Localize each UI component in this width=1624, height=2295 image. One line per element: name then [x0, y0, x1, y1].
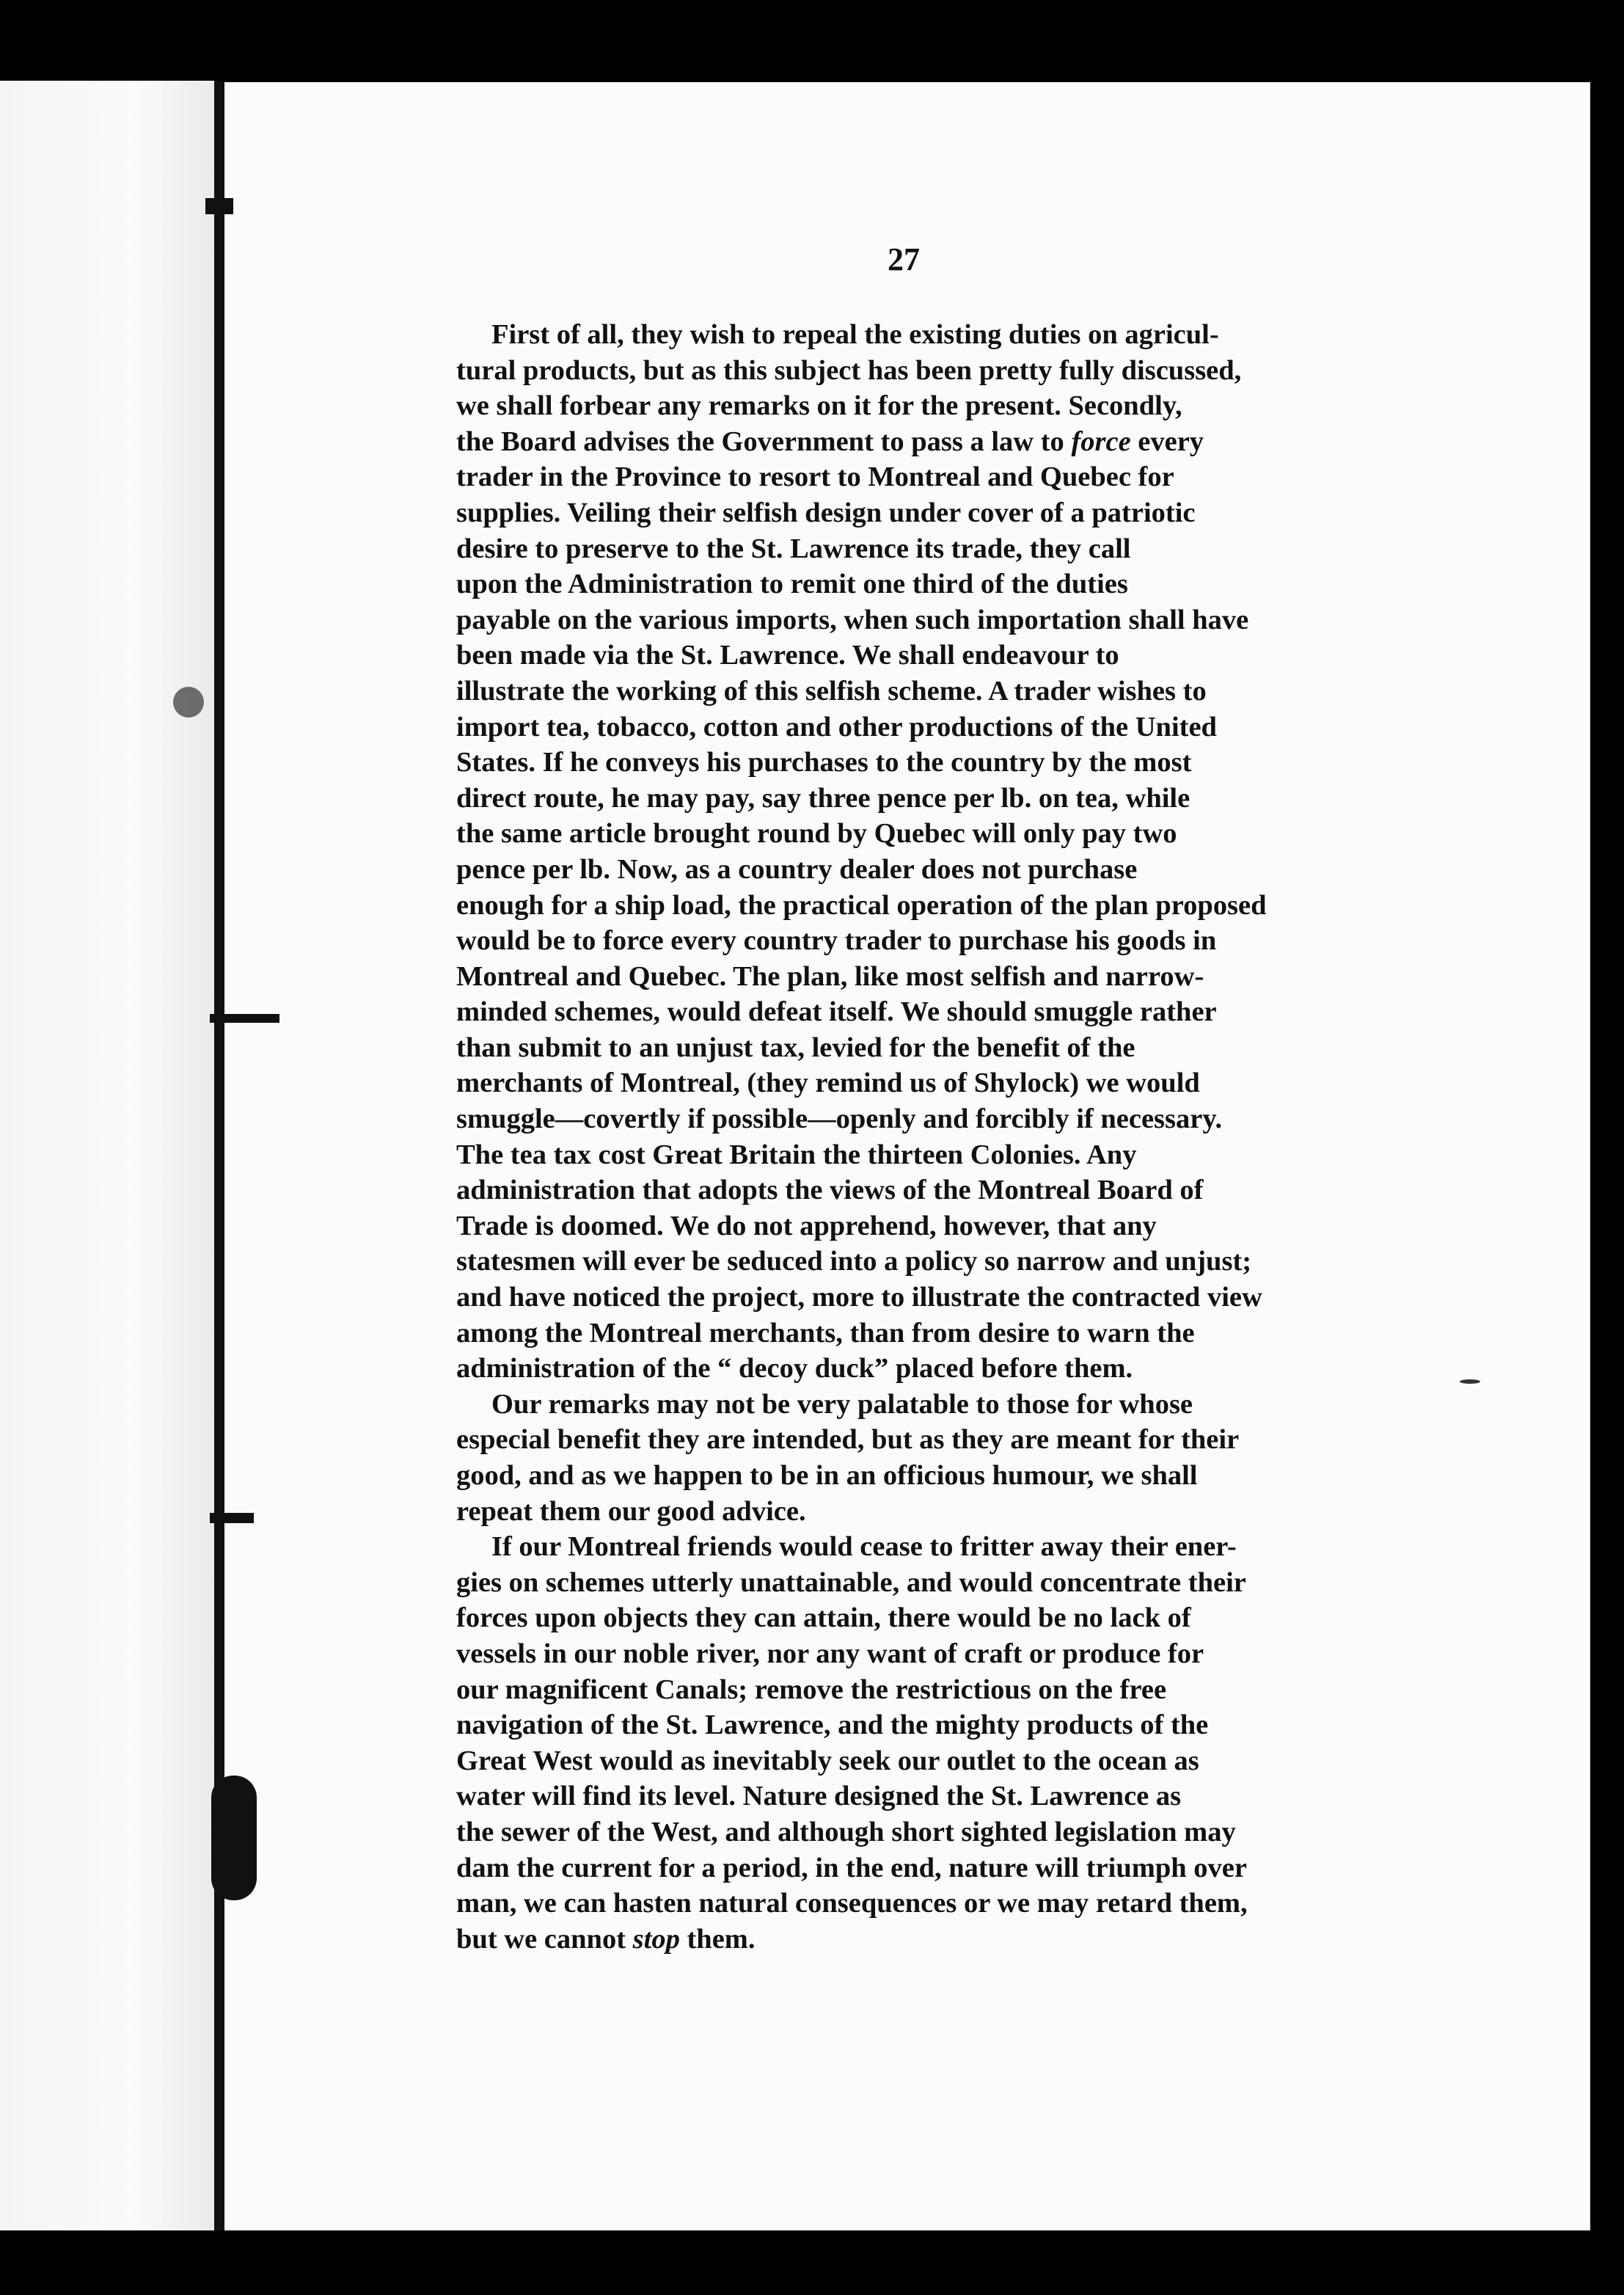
text-line: Great West would as inevitably seek our outlet to the ocean as [456, 1745, 1199, 1776]
text-line: The tea tax cost Great Britain the thirteen Colonies. Any [456, 1139, 1137, 1170]
text-line: direct route, he may pay, say three pence per lb. on tea, while [456, 782, 1190, 814]
text-line: minded schemes, would defeat itself. We should smuggle rather [456, 996, 1217, 1028]
text-line: import tea, tobacco, cotton and other productions of the United [456, 711, 1217, 742]
text-line: If our Montreal friends would cease to fritter away their ener- [491, 1531, 1237, 1563]
text-run: the Board advises the Government to pass a law to [456, 426, 1072, 457]
text-line: and have noticed the project, more to illustrate the contracted view [456, 1282, 1262, 1313]
text-line: Trade is doomed. We do not apprehend, however, that any [456, 1210, 1157, 1241]
text-line: our magnificent Canals; remove the restrictious on the free [456, 1674, 1167, 1705]
text-line: man, we can hasten natural consequences or we may retard them, [456, 1888, 1248, 1919]
text-line: gies on schemes utterly unattainable, and would concentrate their [456, 1566, 1246, 1598]
text-line: among the Montreal merchants, than from desire to warn the [456, 1317, 1195, 1349]
text-line: navigation of the St. Lawrence, and the mighty products of the [456, 1710, 1209, 1741]
ink-speck [1460, 1379, 1480, 1384]
text-line: statesmen will ever be seduced into a policy so narrow and unjust; [456, 1246, 1252, 1277]
text-line: trader in the Province to resort to Montreal and Quebec for [456, 461, 1174, 493]
text-line: smuggle—covertly if possible—openly and forcibly if necessary. [456, 1103, 1223, 1135]
text-line: the same article brought round by Quebec will only pay two [456, 818, 1177, 850]
page-gutter [214, 81, 224, 2230]
text-line: especial benefit they are intended, but as they are meant for their [456, 1424, 1240, 1456]
binding-thread-mark [211, 1776, 257, 1900]
text-line: pence per lb. Now, as a country dealer does not purchase [456, 853, 1138, 885]
text-line: Our remarks may not be very palatable to those for whose [491, 1388, 1193, 1420]
binding-thread-mark [205, 198, 233, 214]
text-line: vessels in our noble river, nor any want of craft or produce for [456, 1638, 1204, 1669]
text-line: than submit to an unjust tax, levied for the benefit of the [456, 1032, 1135, 1063]
text-line: States. If he conveys his purchases to the country by the most [456, 747, 1192, 778]
scan-border-top [0, 0, 1624, 81]
text-line: illustrate the working of this selfish scheme. A trader wishes to [456, 675, 1207, 707]
text-line: administration of the “ decoy duck” placed before them. [456, 1353, 1133, 1384]
text-line: water will find its level. Nature designed the St. Lawrence as [456, 1781, 1182, 1812]
text-line: payable on the various imports, when such importation shall have [456, 604, 1249, 635]
text-line: repeat them our good advice. [456, 1495, 806, 1527]
text-run: but we cannot [456, 1923, 633, 1955]
scan-border-right [1590, 0, 1624, 2295]
scan-border-bottom [0, 2230, 1624, 2295]
text-line: would be to force every country trader to purchase his goods in [456, 925, 1217, 957]
text-line: Montreal and Quebec. The plan, like most selfish and narrow- [456, 960, 1204, 992]
text-line [456, 424, 1373, 460]
paragraph-2 [456, 1387, 1373, 1529]
text-line: supplies. Veiling their selfish design under cover of a patriotic [456, 497, 1196, 528]
text-line: desire to preserve to the St. Lawrence its trade, they call [456, 533, 1131, 564]
page-number: 27 [888, 241, 920, 277]
paragraph-1 [456, 317, 1373, 1387]
text-line: First of all, they wish to repeal the existing duties on agricul- [491, 319, 1219, 350]
binding-thread-mark [210, 1014, 279, 1023]
text-run: them. [679, 1923, 756, 1955]
paragraph-3 [456, 1529, 1373, 1957]
text-line: administration that adopts the views of the Montreal Board of [456, 1175, 1204, 1206]
text-line [456, 1922, 1373, 1958]
text-line: good, and as we happen to be in an officious humour, we shall [456, 1460, 1198, 1491]
ink-speck [173, 687, 204, 718]
text-line: enough for a ship load, the practical operation of the plan proposed [456, 889, 1267, 921]
emphasis-stop: stop [632, 1923, 680, 1955]
text-line: upon the Administration to remit one third of the duties [456, 569, 1128, 600]
emphasis-force: force [1071, 426, 1131, 457]
text-run: every [1130, 426, 1204, 457]
text-line: forces upon objects they can attain, there would be no lack of [456, 1602, 1191, 1634]
binding-thread-mark [210, 1513, 254, 1523]
text-line: dam the current for a period, in the end, nature will triumph over [456, 1852, 1247, 1883]
facing-page-edge [0, 81, 220, 2230]
text-line: been made via the St. Lawrence. We shall endeavour to [456, 640, 1119, 671]
text-line: merchants of Montreal, (they remind us of Shylock) we would [456, 1068, 1200, 1099]
text-line: we shall forbear any remarks on it for the present. Secondly, [456, 390, 1182, 422]
text-line: tural products, but as this subject has been pretty fully discussed, [456, 354, 1242, 386]
text-line: the sewer of the West, and although short sighted legislation may [456, 1816, 1236, 1847]
body-text [456, 317, 1373, 1957]
